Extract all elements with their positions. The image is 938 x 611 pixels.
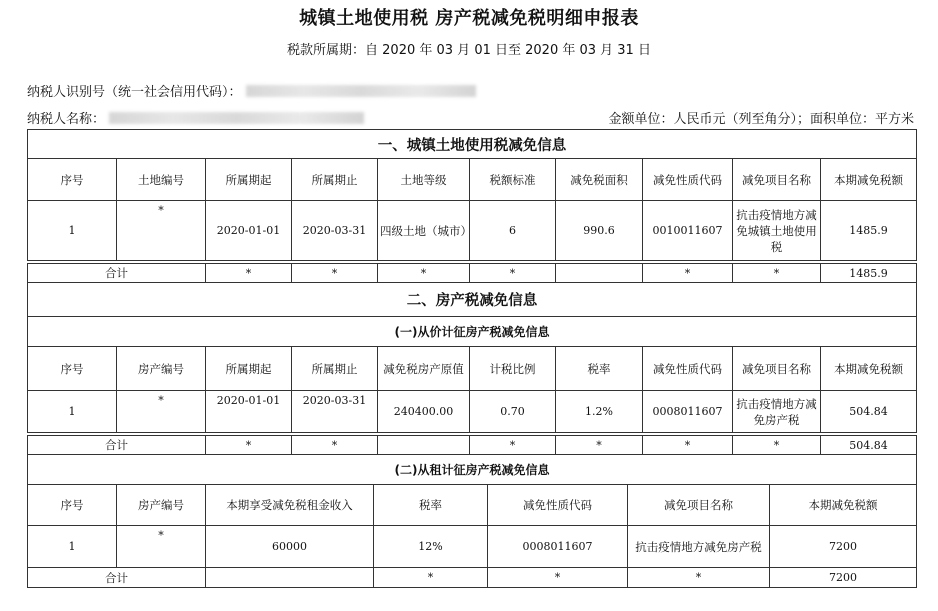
- rent-header-row: [28, 485, 917, 526]
- rent-header-no: 序号: [28, 485, 117, 526]
- value-header-amount: 本期减免税额: [821, 347, 917, 391]
- land-header-row: [28, 159, 917, 201]
- land-header-amount: 本期减免税额: [821, 159, 917, 201]
- taxpayer-name-label: 纳税人名称：: [27, 112, 106, 127]
- land-row-grade: 四级土地（城市）: [378, 201, 470, 261]
- land-total-star: *: [292, 264, 378, 283]
- value-row-code: *: [117, 391, 206, 433]
- value-total-empty: [378, 436, 470, 455]
- table-row: [28, 201, 917, 261]
- value-row-original-value: 240400.00: [378, 391, 470, 433]
- rent-header-project: 减免项目名称: [628, 485, 770, 526]
- value-total-star: *: [470, 436, 556, 455]
- value-row-nature-code: 0008011607: [643, 391, 733, 433]
- land-total-star: *: [206, 264, 292, 283]
- value-header-nature-code: 减免性质代码: [643, 347, 733, 391]
- rent-row-amount: 7200: [770, 526, 917, 568]
- value-total-star: *: [733, 436, 821, 455]
- value-total-star: *: [643, 436, 733, 455]
- rent-total-star: *: [374, 568, 488, 588]
- value-row-ratio: 0.70: [470, 391, 556, 433]
- rent-row-rate: 12%: [374, 526, 488, 568]
- rent-header-amount: 本期减免税额: [770, 485, 917, 526]
- value-header-project: 减免项目名称: [733, 347, 821, 391]
- rent-total-row: [28, 568, 917, 588]
- land-total-star: *: [378, 264, 470, 283]
- land-header-code: 土地编号: [117, 159, 206, 201]
- value-row-end: 2020-03-31: [292, 391, 378, 433]
- rent-total-empty: [206, 568, 374, 588]
- value-total-star: *: [556, 436, 643, 455]
- land-header-end: 所属期止: [292, 159, 378, 201]
- land-row-rate: 6: [470, 201, 556, 261]
- taxpayer-id-redacted: [246, 85, 476, 97]
- tax-period: 税款所属期：自 2020 年 03 月 01 日至 2020 年 03 月 31 日: [287, 43, 651, 58]
- land-section-title: 一、城镇土地使用税减免信息: [28, 130, 917, 159]
- land-header-start: 所属期起: [206, 159, 292, 201]
- rent-row-income: 60000: [206, 526, 374, 568]
- land-header-area: 减免税面积: [556, 159, 643, 201]
- land-header-no: 序号: [28, 159, 117, 201]
- units-note: 金额单位：人民币元（列至角分）；面积单位：平方米: [608, 112, 914, 127]
- value-header-original-value: 减免税房产原值: [378, 347, 470, 391]
- land-total-label: 合计: [28, 264, 206, 283]
- value-header-code: 房产编号: [117, 347, 206, 391]
- land-row-project: 抗击疫情地方减免城镇土地使用税: [733, 201, 821, 261]
- value-header-end: 所属期止: [292, 347, 378, 391]
- land-total-row: [28, 264, 917, 283]
- land-row-amount: 1485.9: [821, 201, 917, 261]
- rent-total-amount: 7200: [770, 568, 917, 588]
- land-row-end: 2020-03-31: [292, 201, 378, 261]
- land-header-rate: 税额标准: [470, 159, 556, 201]
- land-total-star: *: [733, 264, 821, 283]
- rent-row-project: 抗击疫情地方减免房产税: [628, 526, 770, 568]
- value-row-project: 抗击疫情地方减免房产税: [733, 391, 821, 433]
- rent-header-nature-code: 减免性质代码: [488, 485, 628, 526]
- property-section-title: 二、房产税减免信息: [28, 283, 917, 317]
- taxpayer-id-label: 纳税人识别号（统一社会信用代码）：: [27, 85, 242, 100]
- taxpayer-name-redacted: [109, 112, 364, 124]
- rent-subsection-title: (二)从租计征房产税减免信息: [28, 455, 917, 485]
- land-row-start: 2020-01-01: [206, 201, 292, 261]
- value-subsection-title: (一)从价计征房产税减免信息: [28, 317, 917, 347]
- land-row-no: 1: [28, 201, 117, 261]
- value-row-rate: 1.2%: [556, 391, 643, 433]
- value-total-star: *: [292, 436, 378, 455]
- rent-header-rate: 税率: [374, 485, 488, 526]
- table-row: [28, 391, 917, 433]
- value-header-start: 所属期起: [206, 347, 292, 391]
- relief-sheet: [27, 129, 916, 588]
- rent-total-star: *: [628, 568, 770, 588]
- land-row-area: 990.6: [556, 201, 643, 261]
- land-header-project: 减免项目名称: [733, 159, 821, 201]
- rent-row-no: 1: [28, 526, 117, 568]
- land-row-nature-code: 0010011607: [643, 201, 733, 261]
- value-header-no: 序号: [28, 347, 117, 391]
- value-total-label: 合计: [28, 436, 206, 455]
- table-row: [28, 526, 917, 568]
- rent-header-code: 房产编号: [117, 485, 206, 526]
- rent-table: [27, 484, 917, 588]
- rent-header-income: 本期享受减免税租金收入: [206, 485, 374, 526]
- rent-total-star: *: [488, 568, 628, 588]
- value-total-amount: 504.84: [821, 436, 917, 455]
- taxpayer-id-line: [27, 81, 476, 100]
- value-row-start: 2020-01-01: [206, 391, 292, 433]
- taxpayer-name-line: [27, 108, 364, 127]
- land-total-empty: [556, 264, 643, 283]
- rent-row-nature-code: 0008011607: [488, 526, 628, 568]
- value-total-row: [28, 436, 917, 455]
- land-total-star: *: [470, 264, 556, 283]
- land-header-grade: 土地等级: [378, 159, 470, 201]
- rent-row-code: *: [117, 526, 206, 568]
- land-row-code: *: [117, 201, 206, 261]
- rent-total-label: 合计: [28, 568, 206, 588]
- value-row-no: 1: [28, 391, 117, 433]
- land-header-nature-code: 减免性质代码: [643, 159, 733, 201]
- land-total-amount: 1485.9: [821, 264, 917, 283]
- value-header-rate: 税率: [556, 347, 643, 391]
- value-total-star: *: [206, 436, 292, 455]
- form-title: 城镇土地使用税 房产税减免税明细申报表: [299, 8, 639, 29]
- land-total-star: *: [643, 264, 733, 283]
- value-header-row: [28, 347, 917, 391]
- value-row-amount: 504.84: [821, 391, 917, 433]
- value-header-ratio: 计税比例: [470, 347, 556, 391]
- land-and-value-table: [27, 129, 917, 485]
